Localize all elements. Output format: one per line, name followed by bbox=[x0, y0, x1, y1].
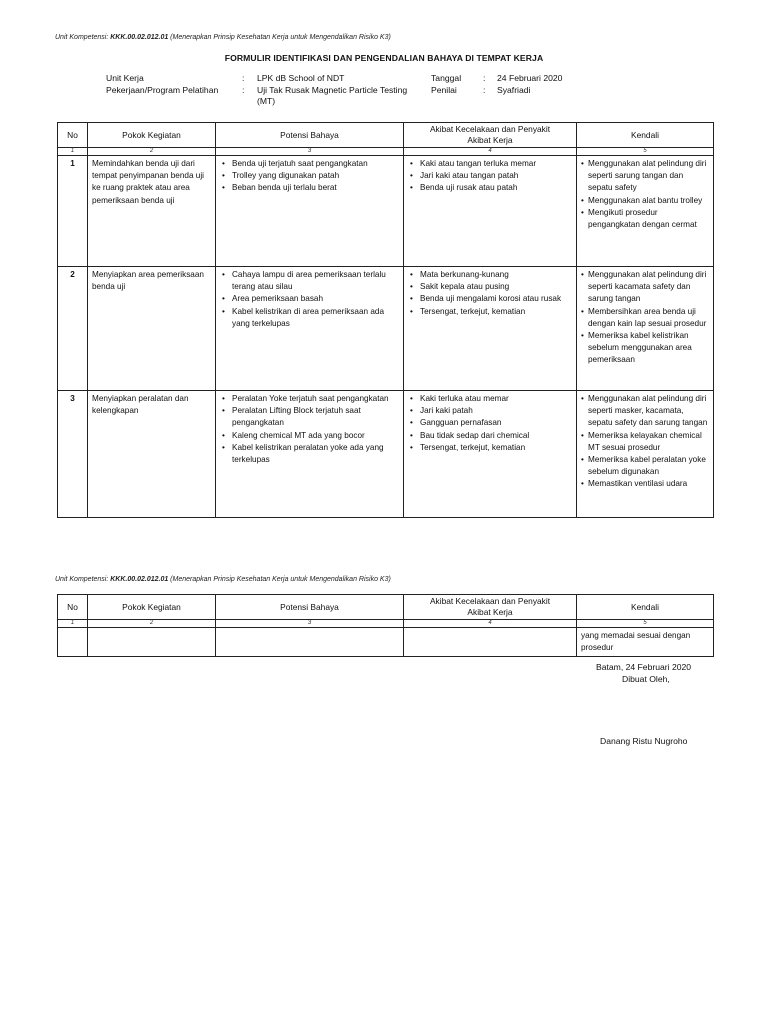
col-pokok: Pokok Kegiatan bbox=[88, 595, 216, 620]
list-item: • Benda uji terjatuh saat pengangkatan bbox=[232, 158, 399, 170]
continuation-table bbox=[57, 594, 714, 657]
potensi-bahaya bbox=[216, 267, 404, 391]
list-item: • Menggunakan alat bantu trolley bbox=[588, 195, 709, 207]
list-item: • Tersengat, terkejut, kematian bbox=[420, 442, 572, 454]
index-cell: 3 bbox=[216, 620, 404, 628]
index-cell: 1 bbox=[58, 148, 88, 156]
index-cell: 5 bbox=[577, 620, 714, 628]
col-kendali: Kendali bbox=[577, 123, 714, 148]
hazard-table bbox=[57, 122, 714, 518]
list-item: • Peralatan Lifting Block terjatuh saat pengangkatan bbox=[232, 405, 399, 429]
akibat-kecelakaan bbox=[404, 267, 577, 391]
list-item: • Cahaya lampu di area pemeriksaan terlalu terang atau silau bbox=[232, 269, 399, 293]
unit-prefix: Unit Kompetensi: bbox=[55, 576, 111, 583]
unit-kompetensi-header bbox=[55, 34, 391, 41]
index-cell: 4 bbox=[404, 620, 577, 628]
list-item: • Mengikuti prosedur pengangkatan dengan cermat bbox=[588, 207, 709, 231]
list-item: • Mata berkunang-kunang bbox=[420, 269, 572, 281]
place-date: Batam, 24 Februari 2020 bbox=[596, 662, 692, 672]
penilai-label: Penilai bbox=[431, 85, 457, 95]
list-item: • Menggunakan alat pelindung diri seperti sarung tangan dan sepatu safety bbox=[588, 158, 709, 195]
unit-kompetensi-header bbox=[55, 576, 391, 583]
empty-cell bbox=[88, 628, 216, 657]
table-row bbox=[58, 156, 714, 267]
list-item: • Membersihkan area benda uji dengan kain lap sesuai prosedur bbox=[588, 306, 709, 330]
kendali bbox=[577, 267, 714, 391]
index-cell: 3 bbox=[216, 148, 404, 156]
kendali bbox=[577, 156, 714, 267]
penilai-value: Syafriadi bbox=[497, 85, 531, 95]
akibat-kecelakaan bbox=[404, 156, 577, 267]
col-kendali: Kendali bbox=[577, 595, 714, 620]
list-item: • Tersengat, terkejut, kematian bbox=[420, 306, 572, 318]
list-item: • Bau tidak sedap dari chemical bbox=[420, 430, 572, 442]
index-row bbox=[58, 148, 714, 156]
list-item: • Gangguan pernafasan bbox=[420, 417, 572, 429]
index-cell: 1 bbox=[58, 620, 88, 628]
list-item: • Benda uji rusak atau patah bbox=[420, 182, 572, 194]
list-item: • Menggunakan alat pelindung diri seperti masker, kacamata, sepatu safety dan sarung tangan bbox=[588, 393, 709, 430]
pokok-kegiatan: Menyiapkan area pemeriksaan benda uji bbox=[88, 267, 216, 391]
signatory-name: Danang Ristu Nugroho bbox=[600, 736, 688, 746]
list-item: • Menggunakan alat pelindung diri seperti kacamata safety dan sarung tangan bbox=[588, 269, 709, 306]
tanggal-label: Tanggal bbox=[431, 73, 462, 83]
index-cell: 4 bbox=[404, 148, 577, 156]
kendali-continuation-text: yang memadai sesuai dengan prosedur bbox=[581, 631, 691, 653]
col-akibat: Akibat Kecelakaan dan Penyakit Akibat Kerja bbox=[404, 123, 577, 148]
unit-desc: (Menerapkan Prinsip Kesehatan Kerja untuk Mengendalikan Risiko K3) bbox=[168, 34, 391, 41]
made-by-label: Dibuat Oleh, bbox=[622, 674, 670, 684]
pokok-kegiatan: Memindahkan benda uji dari tempat penyimpanan benda uji ke ruang praktek atau area pemeriksaan benda uji bbox=[88, 156, 216, 267]
colon: : bbox=[242, 73, 245, 83]
list-item: • Jari kaki patah bbox=[420, 405, 572, 417]
index-cell: 2 bbox=[88, 148, 216, 156]
table-row bbox=[58, 391, 714, 518]
col-potensi: Potensi Bahaya bbox=[216, 595, 404, 620]
colon: : bbox=[242, 85, 245, 95]
index-cell: 5 bbox=[577, 148, 714, 156]
pokok-kegiatan: Menyiapkan peralatan dan kelengkapan bbox=[88, 391, 216, 518]
pekerjaan-label: Pekerjaan/Program Pelatihan bbox=[106, 85, 219, 95]
unit-code: KKK.00.02.012.01 bbox=[110, 34, 169, 41]
form-title: FORMULIR IDENTIFIKASI DAN PENGENDALIAN BAHAYA DI TEMPAT KERJA bbox=[224, 53, 544, 63]
list-item: • Kaleng chemical MT ada yang bocor bbox=[232, 430, 399, 442]
table-row bbox=[58, 628, 714, 657]
row-number: 2 bbox=[58, 267, 88, 391]
unit-code: KKK.00.02.012.01 bbox=[110, 576, 169, 583]
list-item: • Memeriksa kabel kelistrikan sebelum menggunakan area pemeriksaan bbox=[588, 330, 709, 367]
kendali-continuation bbox=[577, 628, 714, 657]
colon: : bbox=[483, 73, 486, 83]
list-item: • Trolley yang digunakan patah bbox=[232, 170, 399, 182]
table-row bbox=[58, 267, 714, 391]
kendali bbox=[577, 391, 714, 518]
akibat-kecelakaan bbox=[404, 391, 577, 518]
tanggal-value: 24 Februari 2020 bbox=[497, 73, 563, 83]
unit-kerja-label: Unit Kerja bbox=[106, 73, 144, 83]
col-pokok: Pokok Kegiatan bbox=[88, 123, 216, 148]
empty-cell bbox=[404, 628, 577, 657]
row-number: 3 bbox=[58, 391, 88, 518]
list-item: • Kaki terluka atau memar bbox=[420, 393, 572, 405]
potensi-bahaya bbox=[216, 156, 404, 267]
unit-desc: (Menerapkan Prinsip Kesehatan Kerja untuk Mengendalikan Risiko K3) bbox=[168, 576, 391, 583]
list-item: • Kabel kelistrikan di area pemeriksaan ada yang terkelupas bbox=[232, 306, 399, 330]
list-item: • Beban benda uji terlalu berat bbox=[232, 182, 399, 194]
col-no: No bbox=[58, 595, 88, 620]
header-row bbox=[58, 595, 714, 620]
list-item: • Memeriksa kabel peralatan yoke sebelum digunakan bbox=[588, 454, 709, 478]
col-no: No bbox=[58, 123, 88, 148]
list-item: • Memeriksa kelayakan chemical MT sesuai prosedur bbox=[588, 430, 709, 454]
empty-cell bbox=[58, 628, 88, 657]
list-item: • Memastikan ventilasi udara bbox=[588, 478, 709, 490]
row-number: 1 bbox=[58, 156, 88, 267]
pekerjaan-value: Uji Tak Rusak Magnetic Particle Testing (MT) bbox=[257, 85, 408, 106]
list-item: • Benda uji mengalami korosi atau rusak bbox=[420, 293, 572, 305]
unit-kerja-value: LPK dB School of NDT bbox=[257, 73, 345, 83]
list-item: • Sakit kepala atau pusing bbox=[420, 281, 572, 293]
list-item: • Kaki atau tangan terluka memar bbox=[420, 158, 572, 170]
empty-cell bbox=[216, 628, 404, 657]
unit-prefix: Unit Kompetensi: bbox=[55, 34, 111, 41]
colon: : bbox=[483, 85, 486, 95]
list-item: • Area pemeriksaan basah bbox=[232, 293, 399, 305]
potensi-bahaya bbox=[216, 391, 404, 518]
index-cell: 2 bbox=[88, 620, 216, 628]
header-row bbox=[58, 123, 714, 148]
list-item: • Peralatan Yoke terjatuh saat pengangkatan bbox=[232, 393, 399, 405]
index-row bbox=[58, 620, 714, 628]
col-potensi: Potensi Bahaya bbox=[216, 123, 404, 148]
list-item: • Kabel kelistrikan peralatan yoke ada yang terkelupas bbox=[232, 442, 399, 466]
col-akibat: Akibat Kecelakaan dan Penyakit Akibat Kerja bbox=[404, 595, 577, 620]
list-item: • Jari kaki atau tangan patah bbox=[420, 170, 572, 182]
